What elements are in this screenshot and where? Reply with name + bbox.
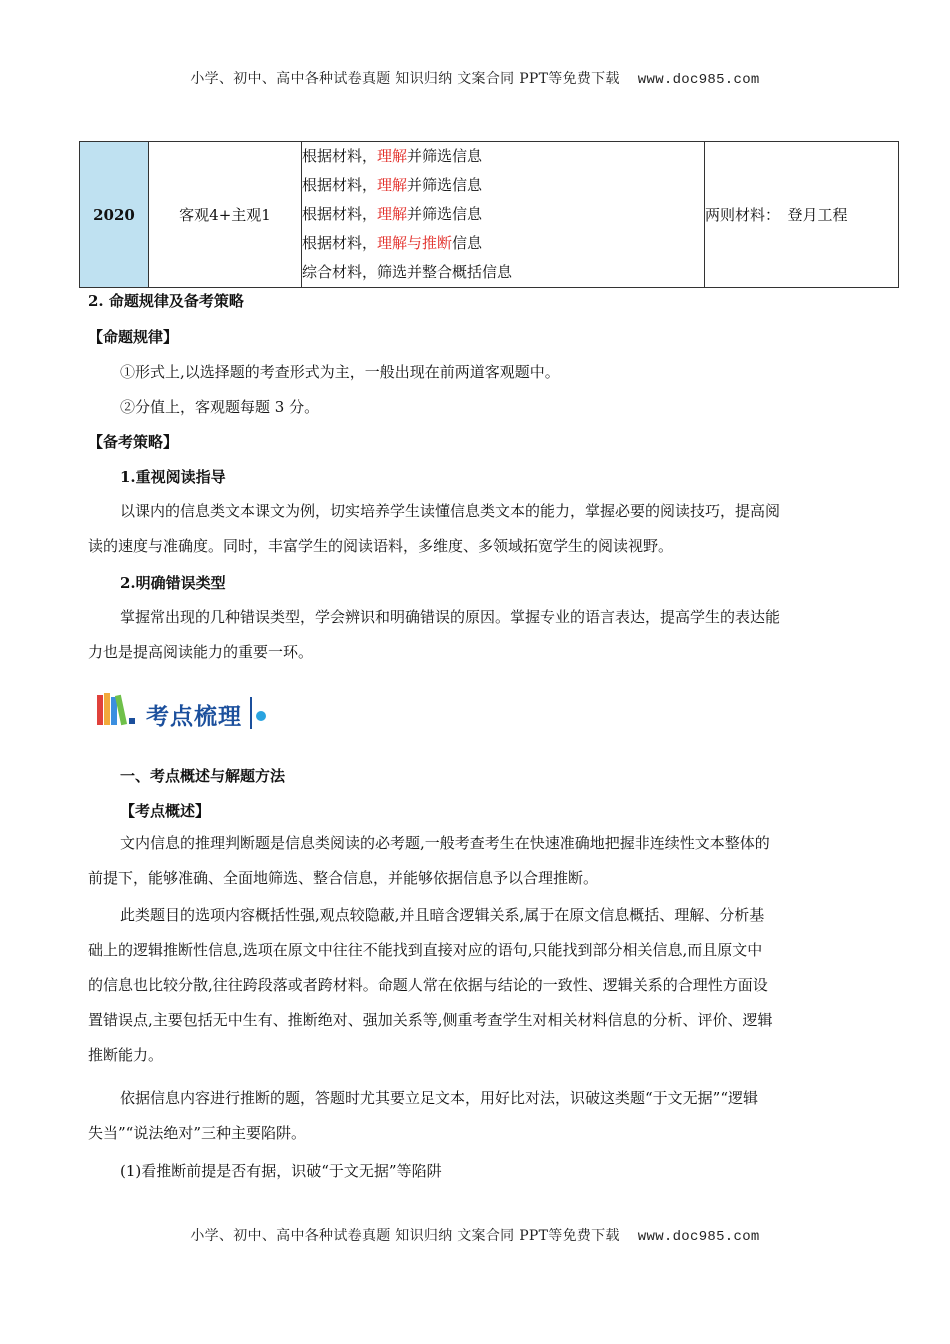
year-cell: 2020 <box>80 142 149 288</box>
requirement-line: 综合材料，筛选并整合概括信息 <box>302 263 513 281</box>
rule-item: ②分值上，客观题每题 3 分。 <box>120 398 320 416</box>
section-banner-title: 考点梳理 <box>146 704 242 730</box>
footer-text: 小学、初中、高中各种试卷真题 知识归纳 文案合同 PPT等免费下载 <box>190 1228 620 1244</box>
overview-paragraph: 依据信息内容进行推断的题，答题时尤其要立足文本，用好比对法，识破这类题“于文无据”“逻辑 失当”“说法绝对”三种主要陷阱。 <box>88 1089 759 1142</box>
strategy-title: 2.明确错误类型 <box>120 574 226 592</box>
section-heading: 2. 命题规律及备考策略 <box>88 292 244 310</box>
overview-paragraph: 文内信息的推理判断题是信息类阅读的必考题,一般考查考生在快速准确地把握非连续性文本整体的 前提下，能够准确、全面地筛选、整合信息，并能够依据信息予以合理推断。 <box>88 834 770 887</box>
footer-site: www.doc985.com <box>637 1229 760 1245</box>
requirement-line: 根据材料，理解并筛选信息 <box>302 176 483 194</box>
header-text: 小学、初中、高中各种试卷真题 知识归纳 文案合同 PPT等免费下载 <box>190 71 620 87</box>
banner-bar <box>250 697 252 729</box>
strategy-title: 1.重视阅读指导 <box>120 468 226 486</box>
header-site: www.doc985.com <box>637 72 760 88</box>
page-footer <box>0 1225 950 1245</box>
question-type-cell: 客观4+主观1 <box>149 142 302 288</box>
section-heading: 一、考点概述与解题方法 <box>120 767 286 785</box>
page-header <box>0 68 950 88</box>
strategy-label: 【备考策略】 <box>88 433 179 451</box>
books-icon <box>96 691 136 727</box>
requirement-cell <box>302 142 705 288</box>
rule-item: ①形式上,以选择题的考查形式为主，一般出现在前两道客观题中。 <box>120 363 560 381</box>
requirement-line: 根据材料，理解并筛选信息 <box>302 147 483 165</box>
exam-table <box>79 141 899 288</box>
banner-dot-icon <box>256 711 266 721</box>
rule-label: 【命题规律】 <box>88 328 179 346</box>
strategy-paragraph: 掌握常出现的几种错误类型，学会辨识和明确错误的原因。掌握专业的语言表达，提高学生的表达能 力也是提高阅读能力的重要一环。 <box>88 608 781 661</box>
method-item: (1)看推断前提是否有据，识破“于文无据”等陷阱 <box>120 1162 442 1180</box>
overview-label: 【考点概述】 <box>120 802 211 820</box>
requirement-line: 根据材料，理解并筛选信息 <box>302 205 483 223</box>
requirement-line: 根据材料，理解与推断信息 <box>302 234 483 252</box>
overview-paragraph: 此类题目的选项内容概括性强,观点较隐蔽,并且暗含逻辑关系,属于在原文信息概括、理解、分析基 础上的逻辑推断性信息,选项在原文中往往不能找到直接对应的语句,只能找到部分相关信息,而且原文中 的信息也比较分散,往往跨段落或者跨材料。命题人常在依据与结论的一致性、逻辑关系的合理性方面设 置错误点,主要包括无中生有、推断绝对、强加关系等,侧重考查学生对相关材料信息的分析、评价、逻辑 推断能力。 <box>88 906 773 1064</box>
strategy-paragraph: 以课内的信息类文本课文为例，切实培养学生读懂信息类文本的能力，掌握必要的阅读技巧，提高阅 读的速度与准确度。同时，丰富学生的阅读语料，多维度、多领域拓宽学生的阅读视野。 <box>88 502 781 555</box>
table-row <box>80 142 899 288</box>
material-cell: 两则材料： 登月工程 <box>705 142 899 288</box>
